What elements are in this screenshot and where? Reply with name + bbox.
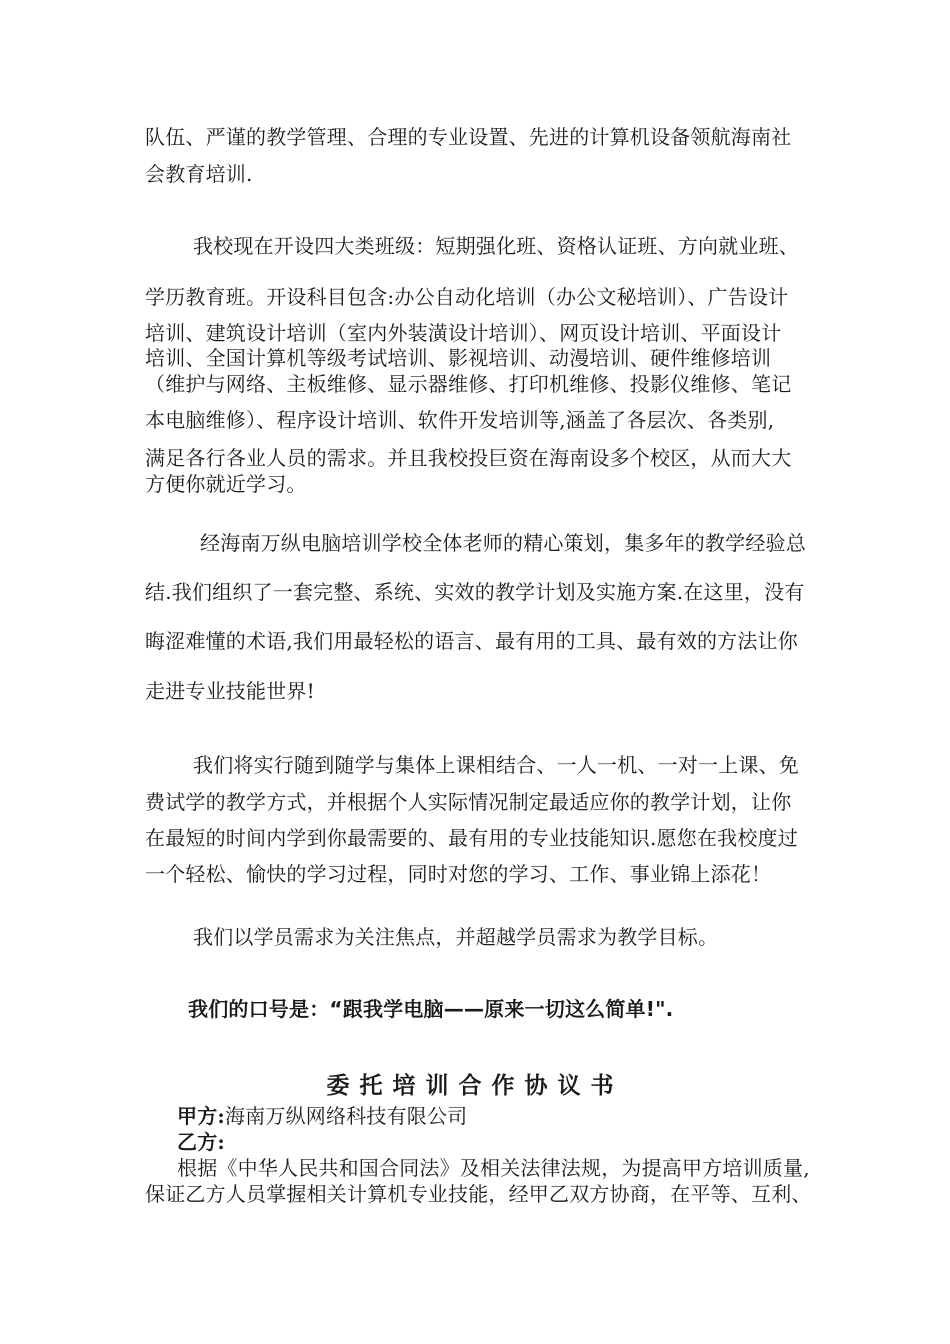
paragraph-3-line-3: 晦涩难懂的术语,我们用最轻松的语言、最有用的工具、最有效的方法让你 bbox=[145, 629, 798, 653]
agreement-body-line-1: 根据《中华人民共和国合同法》及相关法律法规，为提高甲方培训质量, bbox=[177, 1156, 810, 1180]
paragraph-1-line-1: 队伍、严谨的教学管理、合理的专业设置、先进的计算机设备领航海南社 bbox=[145, 125, 792, 149]
agreement-body-line-2: 保证乙方人员掌握相关计算机专业技能，经甲乙双方协商，在平等、互利、 bbox=[145, 1182, 812, 1206]
paragraph-4-line-2: 费试学的教学方式，并根据个人实际情况制定最适应你的教学计划，让你 bbox=[145, 790, 792, 814]
paragraph-3-line-4: 走进专业技能世界! bbox=[145, 679, 315, 703]
agreement-title: 委托培训合作协议书 bbox=[326, 1073, 624, 1099]
party-b bbox=[177, 1129, 225, 1155]
paragraph-3-line-2: 结.我们组织了一套完整、系统、实效的教学计划及实施方案.在这里，没有 bbox=[145, 580, 805, 604]
party-a-label: 甲方: bbox=[177, 1104, 225, 1128]
paragraph-3-line-1: 经海南万纵电脑培训学校全体老师的精心策划，集多年的教学经验总 bbox=[200, 531, 806, 555]
paragraph-2-line-8: 方便你就近学习。 bbox=[145, 472, 307, 496]
paragraph-4-line-3: 在最短的时间内学到你最需要的、最有用的专业技能知识.愿您在我校度过 bbox=[145, 826, 798, 850]
paragraph-2-line-1: 我校现在开设四大类班级：短期强化班、资格认证班、方向就业班、 bbox=[193, 234, 799, 258]
paragraph-2-line-5: （维护与网络、主板维修、显示器维修、打印机维修、投影仪维修、笔记 bbox=[145, 372, 792, 396]
paragraph-2-line-4: 培训、全国计算机等级考试培训、影视培训、动漫培训、硬件维修培训 bbox=[145, 346, 772, 370]
slogan: 我们的口号是：“跟我学电脑——原来一切这么简单!". bbox=[188, 997, 674, 1021]
paragraph-5: 我们以学员需求为关注焦点，并超越学员需求为教学目标。 bbox=[193, 925, 719, 949]
party-a-value: 海南万纵网络科技有限公司 bbox=[224, 1104, 468, 1128]
party-a bbox=[177, 1103, 467, 1129]
paragraph-2-line-7: 满足各行各业人员的需求。并且我校投巨资在海南设多个校区，从而大大 bbox=[145, 446, 792, 470]
party-b-label: 乙方: bbox=[177, 1130, 225, 1154]
paragraph-4-line-1: 我们将实行随到随学与集体上课相结合、一人一机、一对一上课、免 bbox=[193, 753, 799, 777]
paragraph-1-line-2: 会教育培训. bbox=[145, 162, 253, 186]
paragraph-2-line-2: 学历教育班。开设科目包含:办公自动化培训（办公文秘培训）、广告设计 bbox=[145, 285, 789, 309]
paragraph-4-line-4: 一个轻松、愉快的学习过程，同时对您的学习、工作、事业锦上添花！ bbox=[145, 862, 772, 886]
paragraph-2-line-3: 培训、建筑设计培训（室内外装潢设计培训）、网页设计培训、平面设计 bbox=[145, 321, 782, 345]
paragraph-2-line-6: 本电脑维修）、程序设计培训、软件开发培训等,涵盖了各层次、各类别, bbox=[145, 408, 775, 432]
